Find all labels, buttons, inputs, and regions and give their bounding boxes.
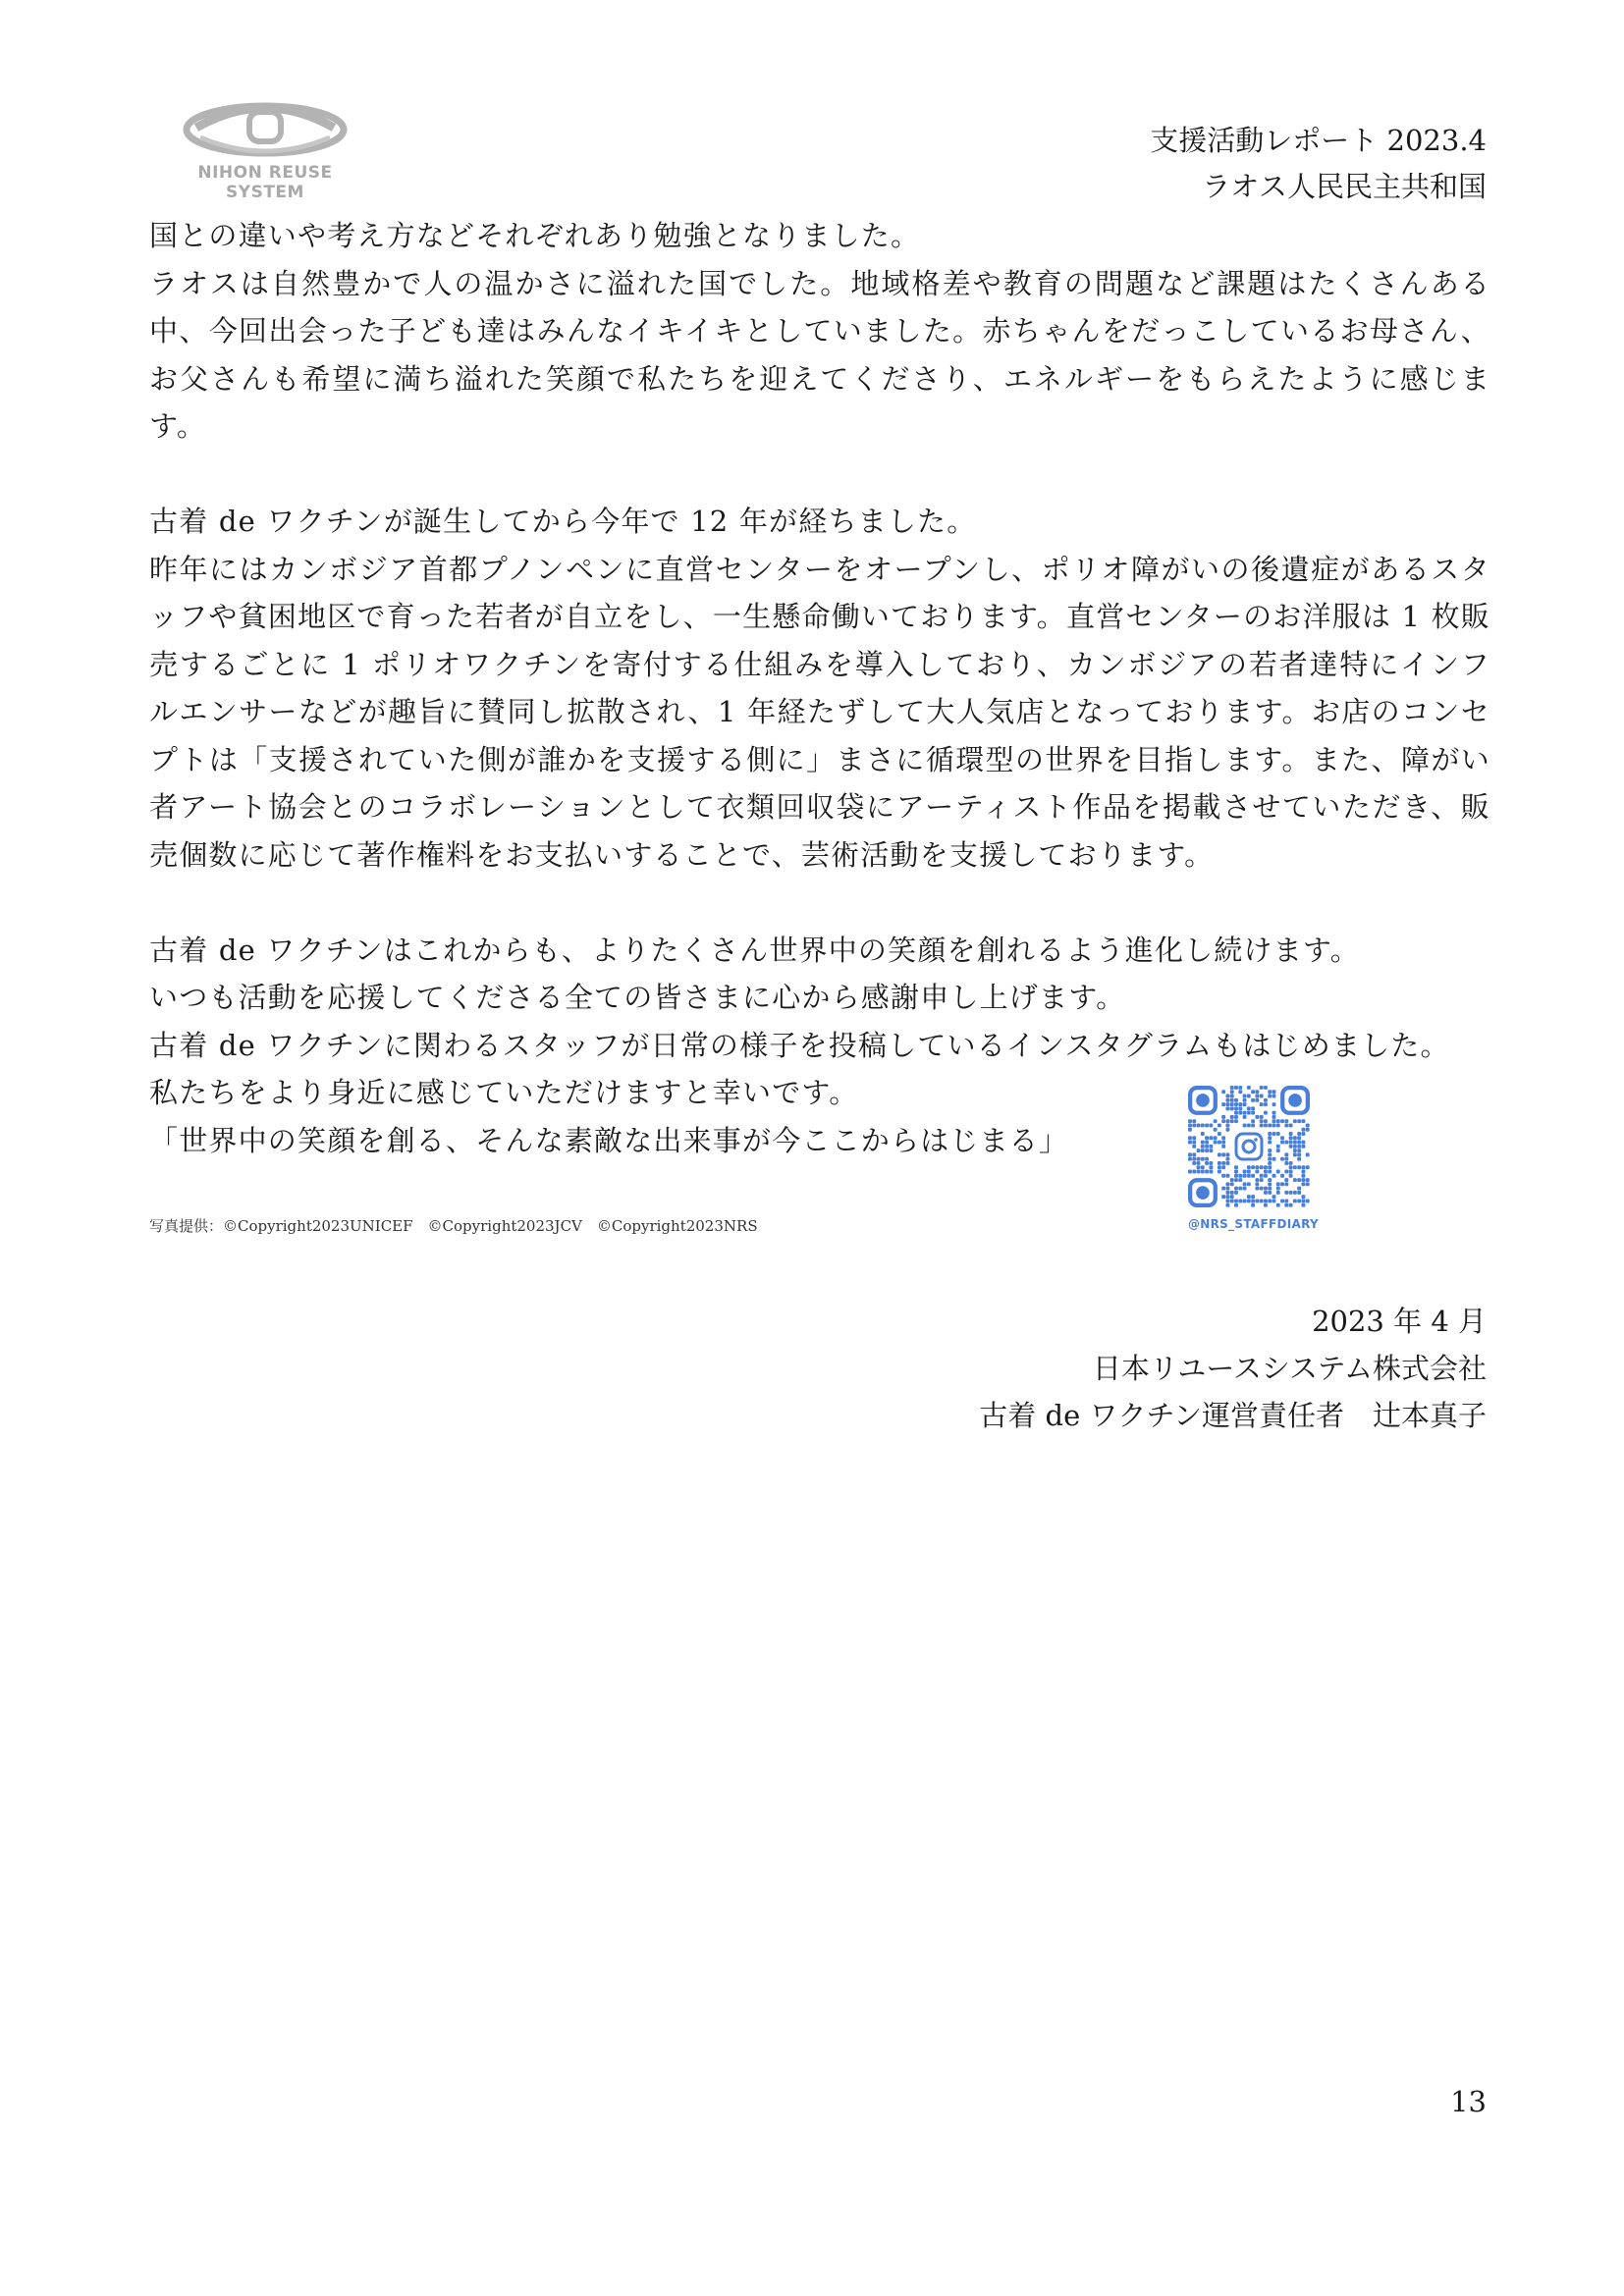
nihon-reuse-system-logo-icon bbox=[167, 94, 363, 163]
company-logo bbox=[167, 94, 363, 202]
signature-company: 日本リユースシステム株式会社 bbox=[1092, 1352, 1487, 1385]
body-paragraph: 古着 de ワクチンはこれからも、よりたくさん世界中の笑顔を創れるよう進化し続けます。 bbox=[149, 933, 1360, 967]
body-paragraph: 古着 de ワクチンに関わるスタッフが日常の様子を投稿しているインスタグラムもはじめました。 bbox=[149, 1028, 1450, 1062]
instagram-handle: @NRS_STAFFDIARY bbox=[1188, 1217, 1319, 1231]
signature-date: 2023 年 4 月 bbox=[1312, 1305, 1487, 1338]
instagram-icon bbox=[1236, 1134, 1262, 1159]
report-body bbox=[149, 212, 1490, 1164]
page-number: 13 bbox=[1450, 2085, 1487, 2118]
report-header bbox=[1150, 118, 1487, 210]
instagram-qr-block[interactable] bbox=[1188, 1086, 1319, 1231]
photo-credits: 写真提供：©Copyright2023UNICEF ©Copyright2023JCV ©Copyright2023NRS bbox=[149, 1217, 758, 1235]
body-paragraph: いつも活動を応援してくださる全ての皆さまに心から感謝申し上げます。 bbox=[149, 981, 1126, 1014]
closing-quote: 「世界中の笑顔を創る、そんな素敵な出来事が今ここからはじまる」 bbox=[149, 1123, 1069, 1157]
report-title: 支援活動レポート 2023.4 bbox=[1150, 124, 1487, 157]
body-paragraph: ラオスは自然豊かで人の温かさに溢れた国でした。地域格差や教育の問題など課題はたくさんある中、今回出会った子ども達はみんなイキイキとしていました。赤ちゃんをだっこしているお母さん、お父さんも希望に満ち溢れた笑顔で私たちを迎えてくださり、エネルギーをもらえたように感じます。 bbox=[149, 266, 1490, 443]
body-paragraph: 国との違いや考え方などそれぞれあり勉強となりました。 bbox=[149, 219, 921, 252]
body-paragraph: 古着 de ワクチンが誕生してから今年で 12 年が経ちました。 bbox=[149, 505, 977, 538]
logo-text: NIHON REUSE SYSTEM bbox=[197, 163, 333, 202]
signature-block bbox=[979, 1298, 1487, 1439]
country-name: ラオス人民民主共和国 bbox=[1202, 170, 1487, 203]
signature-person: 古着 de ワクチン運営責任者 辻本真子 bbox=[979, 1399, 1487, 1432]
instagram-qr-code[interactable] bbox=[1188, 1086, 1310, 1207]
qr-finder-bottom-left bbox=[1190, 1180, 1216, 1205]
body-paragraph: 昨年にはカンボジア首都プノンペンに直営センターをオープンし、ポリオ障がいの後遺症があるスタッフや貧困地区で育った若者が自立をし、一生懸命働いております。直営センターのお洋服は 1 枚販売するごとに 1 ポリオワクチンを寄付する仕組みを導入しており、カンボジアの若者達特にインフルエンサーなどが趣旨に賛同し拡散され、1 年経たずして大人気店となっております。お店のコンセプトは「支援されていた側が誰かを支援する側に」まさに循環型の世界を目指します。また、障がい者アート協会とのコラボレーションとして衣類回収袋にアーティスト作品を掲載させていただき、販売個数に応じて著作権料をお支払いすることで、芸術活動を支援しております。 bbox=[149, 552, 1490, 872]
qr-finder-top-right bbox=[1282, 1088, 1308, 1113]
qr-finder-top-left bbox=[1190, 1088, 1216, 1113]
body-paragraph: 私たちをより身近に感じていただけますと幸いです。 bbox=[149, 1076, 859, 1109]
